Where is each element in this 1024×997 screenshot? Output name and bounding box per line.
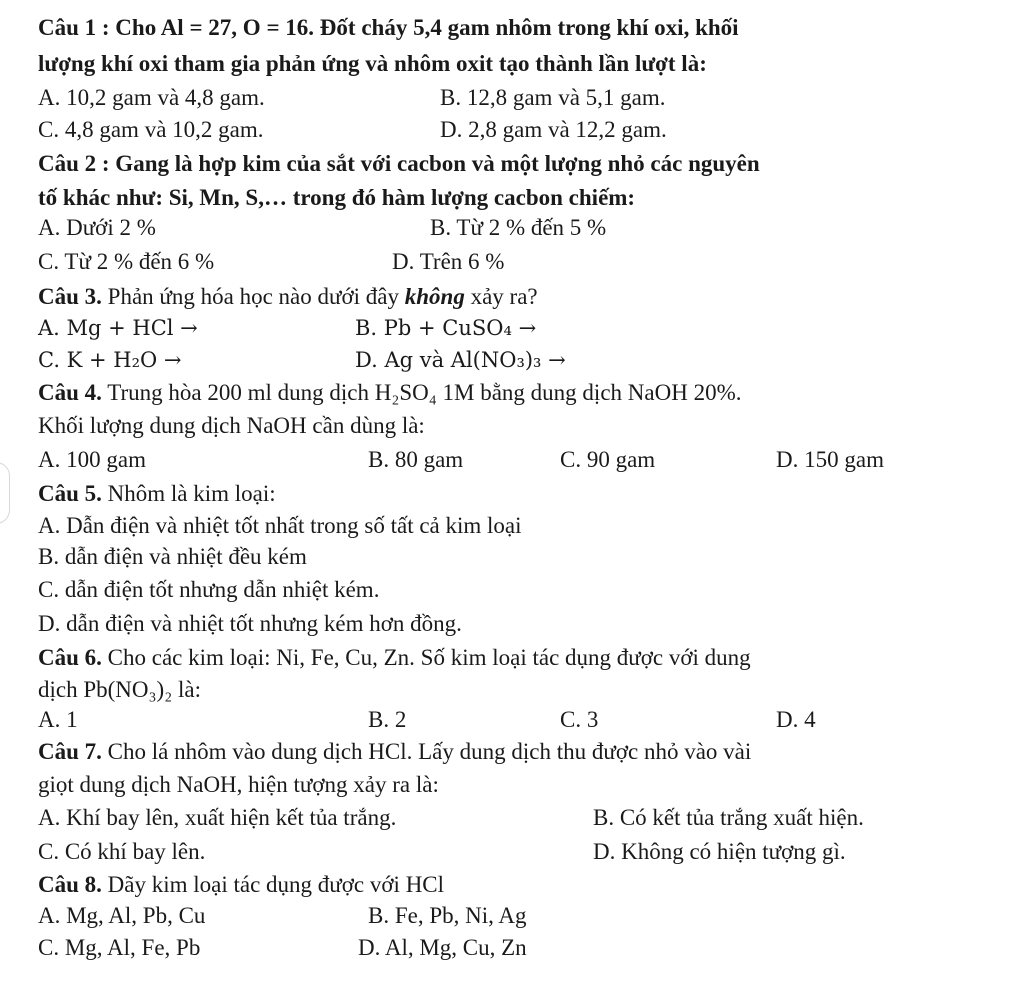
- q8-option-a[interactable]: A. Mg, Al, Pb, Cu: [38, 903, 206, 928]
- q6-option-a[interactable]: A. 1: [38, 707, 78, 732]
- q7-text: Cho lá nhôm vào dung dịch HCl. Lấy dung dịch thu được nhỏ vào vài: [101, 739, 752, 764]
- q2-line2: tố khác như: Si, Mn, S,… trong đó hàm lượng cacbon chiếm:: [38, 185, 636, 210]
- q2-option-b[interactable]: B. Từ 2 % đến 5 %: [430, 215, 607, 240]
- q5-stem: [38, 480, 276, 508]
- q2-option-d[interactable]: D. Trên 6 %: [392, 249, 505, 274]
- q5-option-a[interactable]: A. Dẫn điện và nhiệt tốt nhất trong số tất cả kim loại: [38, 513, 522, 538]
- q6-text: Cho các kim loại: Ni, Fe, Cu, Zn. Số kim loại tác dụng được với dung: [101, 645, 751, 670]
- q1-option-a[interactable]: A. 10,2 gam và 4,8 gam.: [38, 85, 265, 110]
- q4-option-a[interactable]: A. 100 gam: [38, 447, 146, 472]
- q7-option-c[interactable]: C. Có khí bay lên.: [38, 839, 206, 864]
- q3-text-a: Phản ứng hóa học nào dưới đây: [101, 284, 405, 309]
- q6-line1: [38, 644, 751, 672]
- q2-line1: Câu 2 : Gang là hợp kim của sắt với cacbon và một lượng nhỏ các nguyên: [38, 151, 760, 176]
- q3-emphasis: không: [404, 284, 465, 309]
- q3-text-b: xảy ra?: [464, 284, 538, 309]
- q3-option-c[interactable]: C. K + H₂O →: [38, 348, 182, 372]
- q5-option-c[interactable]: C. dẫn điện tốt nhưng dẫn nhiệt kém.: [38, 577, 380, 602]
- q3-label: Câu 3.: [38, 284, 102, 309]
- q4-text: Trung hòa 200 ml dung dịch H₂SO₄ 1M bằng dung dịch NaOH 20%.: [101, 380, 742, 405]
- q7-line2: giọt dung dịch NaOH, hiện tượng xảy ra là:: [38, 772, 439, 797]
- q6-option-b[interactable]: B. 2: [368, 707, 407, 732]
- q7-option-b[interactable]: B. Có kết tủa trắng xuất hiện.: [593, 805, 864, 830]
- q3-option-d[interactable]: D. Ag và Al(NO₃)₃ →: [355, 348, 566, 372]
- q6-option-d[interactable]: D. 4: [776, 707, 816, 732]
- q7-option-a[interactable]: A. Khí bay lên, xuất hiện kết tủa trắng.: [38, 805, 397, 830]
- q7-line1: [38, 738, 751, 766]
- q4-option-d[interactable]: D. 150 gam: [776, 447, 884, 472]
- q8-option-d[interactable]: D. Al, Mg, Cu, Zn: [358, 935, 527, 960]
- q8-option-c[interactable]: C. Mg, Al, Fe, Pb: [38, 935, 201, 960]
- q2-option-a[interactable]: A. Dưới 2 %: [38, 215, 156, 240]
- q6-label: Câu 6.: [38, 645, 102, 670]
- q3-option-b[interactable]: B. Pb + CuSO₄ →: [355, 316, 537, 340]
- q5-text: Nhôm là kim loại:: [101, 481, 276, 506]
- q6-line2: dịch Pb(NO₃)₂ là:: [38, 677, 201, 702]
- q8-stem: [38, 871, 444, 899]
- q7-label: Câu 7.: [38, 739, 102, 764]
- q6-option-c[interactable]: C. 3: [560, 707, 599, 732]
- q7-option-d[interactable]: D. Không có hiện tượng gì.: [593, 839, 846, 864]
- q4-label: Câu 4.: [38, 380, 102, 405]
- q3-stem: [38, 283, 538, 311]
- q4-option-c[interactable]: C. 90 gam: [560, 447, 656, 472]
- q5-label: Câu 5.: [38, 481, 102, 506]
- q2-option-c[interactable]: C. Từ 2 % đến 6 %: [38, 249, 215, 274]
- q1-line2: lượng khí oxi tham gia phản ứng và nhôm oxit tạo thành lần lượt là:: [38, 51, 707, 76]
- q1-line1: Câu 1 : Cho Al = 27, O = 16. Đốt cháy 5,4 gam nhôm trong khí oxi, khối: [38, 15, 739, 40]
- q8-text: Dãy kim loại tác dụng được với HCl: [101, 872, 445, 897]
- q4-line2: Khối lượng dung dịch NaOH cần dùng là:: [38, 413, 425, 438]
- q8-option-b[interactable]: B. Fe, Pb, Ni, Ag: [368, 903, 527, 928]
- page-edge-mark: [0, 462, 10, 524]
- q1-option-d[interactable]: D. 2,8 gam và 12,2 gam.: [440, 117, 667, 142]
- q4-line1: [38, 379, 741, 407]
- q3-option-a[interactable]: A. Mg + HCl →: [38, 316, 198, 340]
- q5-option-b[interactable]: B. dẫn điện và nhiệt đều kém: [38, 544, 307, 569]
- q5-option-d[interactable]: D. dẫn điện và nhiệt tốt nhưng kém hơn đồng.: [38, 611, 462, 636]
- q4-option-b[interactable]: B. 80 gam: [368, 447, 464, 472]
- q1-option-c[interactable]: C. 4,8 gam và 10,2 gam.: [38, 117, 264, 142]
- q1-option-b[interactable]: B. 12,8 gam và 5,1 gam.: [440, 85, 666, 110]
- q8-label: Câu 8.: [38, 872, 102, 897]
